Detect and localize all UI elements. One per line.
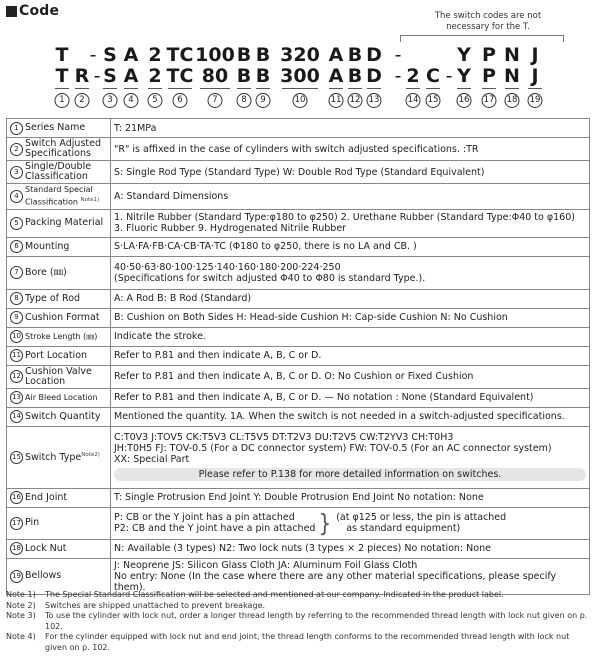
row-value: T: 21MPa	[111, 119, 590, 138]
code-line-2	[0, 65, 594, 87]
switch-code-bracket	[400, 35, 564, 42]
row-label: Single/Double Classification	[25, 161, 92, 182]
row-number: 7	[10, 266, 23, 279]
row-number: 13	[10, 391, 23, 404]
position-number: 11	[329, 93, 344, 108]
row-value: Refer to P.81 and then indicate A, B, C or D. — No notation : None (Standard Equivalent)	[111, 388, 590, 407]
code-char: Y	[457, 65, 471, 87]
position-number: 15	[426, 93, 441, 108]
note-ref: Note1)	[80, 197, 100, 203]
position-number: 19	[528, 93, 543, 108]
table-row	[7, 237, 590, 256]
table-row	[7, 327, 590, 346]
switch-info-banner: Please refer to P.138 for more detailed information on switches.	[114, 468, 586, 481]
row-number: 1	[10, 122, 23, 135]
code-char: -	[445, 65, 453, 87]
code-char: -	[93, 65, 101, 87]
code-char: D	[366, 65, 382, 87]
table-row	[7, 507, 590, 539]
code-char: T	[55, 65, 69, 87]
table-row	[7, 426, 590, 488]
code-char: TC	[166, 65, 194, 87]
switch-type-line: JH:T0H5 FJ: TOV-0.5 (For a DC connector system) FW: TOV-0.5 (For an AC connector system)	[114, 443, 552, 455]
row-label: Bore (㎜)	[25, 266, 67, 278]
code-char: B	[255, 44, 271, 66]
row-number: 16	[10, 491, 23, 504]
code-char: B	[347, 44, 363, 66]
footnote	[6, 590, 590, 601]
footnote-key: Note 2)	[6, 600, 36, 610]
code-char: 2	[148, 44, 162, 66]
table-row	[7, 488, 590, 507]
code-char: N	[504, 65, 520, 87]
pin-note: (at φ125 or less, the pin is attached	[336, 512, 507, 524]
square-bullet-icon	[6, 6, 17, 17]
row-value: A: Standard Dimensions	[111, 184, 590, 210]
footnote	[6, 601, 590, 612]
row-number: 11	[10, 349, 23, 362]
code-char: A	[328, 44, 344, 66]
table-row	[7, 256, 590, 289]
row-label: Cushion Format	[25, 311, 100, 323]
code-char: J	[531, 44, 539, 66]
row-value: 40·50·63·80·100·125·140·160·180·200·224·250	[114, 261, 341, 273]
row-label: Pin	[25, 517, 40, 529]
row-value: No entry: None (In the case where there are any other material specifications, please specify them).	[114, 570, 557, 593]
row-label: Lock Nut	[25, 542, 67, 554]
code-char: 300	[280, 65, 320, 87]
row-value: Refer to P.81 and then indicate A, B, C or D.	[111, 346, 590, 365]
position-number: 14	[406, 93, 421, 108]
table-row	[7, 407, 590, 426]
position-number: 4	[124, 93, 139, 108]
row-value: B: Cushion on Both Sides H: Head-side Cushion H: Cap-side Cushion N: No Cushion	[111, 308, 590, 327]
footnote-text: For the cylinder equipped with lock nut and end joint, the thread length conforms to the recommended thread length with lock nut given on p. 102.	[45, 632, 570, 652]
code-char: A	[123, 65, 139, 87]
footnote-text: Switches are shipped unattached to prevent breakage.	[45, 600, 265, 610]
position-number: 5	[148, 93, 163, 108]
row-label: Switch Type	[25, 451, 82, 463]
code-char: 2	[406, 65, 420, 87]
code-position-numbers	[0, 93, 594, 109]
row-number: 2	[10, 143, 23, 156]
table-row	[7, 184, 590, 210]
table-row	[7, 539, 590, 558]
code-char: B	[236, 44, 252, 66]
code-char: A	[123, 44, 139, 66]
footnote-key: Note 4)	[6, 632, 36, 641]
code-char: 2	[148, 65, 162, 87]
row-number: 6	[10, 240, 23, 253]
row-value: S·LA·FA·FB·CA·CB·TA·TC (Φ180 to φ250, there is no LA and CB. )	[111, 237, 590, 256]
table-row	[7, 388, 590, 407]
pin-option: P2: CB and the Y joint have a pin attached	[114, 523, 316, 535]
switch-type-line: C:T0V3 J:TOV5 CK:T5V3 CL:T5V5 DT:T2V3 DU:T2V5 CW:T2YV3 CH:T0H3	[114, 432, 454, 444]
table-row	[7, 289, 590, 308]
code-char: B	[236, 65, 252, 87]
row-value: J: Neoprene JS: Silicon Glass Cloth JA: Aluminum Foil Glass Cloth	[114, 559, 418, 571]
row-label: Stroke Length (㎜)	[25, 331, 98, 341]
code-char: Y	[457, 44, 471, 66]
code-char: A	[328, 65, 344, 87]
row-label: Air Bleed Location	[25, 392, 98, 402]
code-underlines	[0, 86, 594, 92]
row-number: 19	[10, 570, 23, 583]
row-value: N: Available (3 types) N2: Two lock nuts (3 types × 2 pieces) No notation: None	[111, 539, 590, 558]
footnote-key: Note 1)	[6, 590, 36, 599]
table-row	[7, 138, 590, 161]
row-label: Switch Adjusted Specifications	[25, 138, 101, 159]
position-number: 2	[75, 93, 90, 108]
table-row	[7, 308, 590, 327]
position-number: 8	[237, 93, 252, 108]
table-row	[7, 209, 590, 237]
row-number: 4	[10, 190, 23, 203]
row-label: Mounting	[25, 240, 70, 252]
code-char: 80	[201, 65, 229, 87]
footnote-text: To use the cylinder with lock nut, order a longer thread length by referring to the recommended thread length with lock nut given on p. 102.	[45, 611, 588, 631]
row-number: 17	[10, 517, 23, 530]
footnote-text: The Special Standard Classification will be selected and mentioned at our company. Indicated in the product label.	[45, 590, 504, 599]
row-value: S: Single Rod Type (Standard Type) W: Double Rod Type (Standard Equivalent)	[111, 161, 590, 184]
row-number: 3	[10, 166, 23, 179]
row-value: "R" is affixed in the case of cylinders with switch adjusted specifications. :TR	[111, 138, 590, 161]
row-number: 14	[10, 410, 23, 423]
row-number: 10	[10, 330, 23, 343]
section-title	[6, 3, 59, 19]
row-number: 12	[10, 370, 23, 383]
code-char: P	[482, 65, 496, 87]
position-number: 9	[256, 93, 271, 108]
pin-options	[114, 508, 586, 538]
position-number: 1	[55, 93, 70, 108]
row-value: (Specifications for switch adjusted Φ40 to Φ80 is standard Type.).	[114, 272, 426, 284]
code-char: J	[531, 65, 539, 87]
footnote-key: Note 3)	[6, 611, 36, 620]
brace-icon: }	[318, 508, 332, 538]
code-char: B	[255, 65, 271, 87]
table-row	[7, 161, 590, 184]
table-row	[7, 346, 590, 365]
position-number: 12	[348, 93, 363, 108]
code-char: TC	[166, 44, 194, 66]
position-number: 10	[293, 93, 308, 108]
row-label: Type of Rod	[25, 292, 81, 304]
code-char: -	[89, 44, 97, 66]
switch-code-note: The switch codes are not necessary for the T.	[434, 11, 542, 32]
position-number: 3	[103, 93, 118, 108]
row-number: 18	[10, 542, 23, 555]
row-number: 8	[10, 292, 23, 305]
row-value: 1. Nitrile Rubber (Standard Type:φ180 to φ250) 2. Urethane Rubber (Standard Type:Φ40 to φ160)	[114, 212, 575, 224]
row-label: Switch Quantity	[25, 410, 101, 422]
code-char: P	[482, 44, 496, 66]
code-char: S	[103, 44, 117, 66]
code-char: -	[394, 65, 402, 87]
code-char: 100	[195, 44, 235, 66]
row-label: End Joint	[25, 491, 68, 503]
position-number: 13	[367, 93, 382, 108]
pin-option: P: CB or the Y joint has a pin attached	[114, 512, 295, 524]
code-char: 320	[280, 44, 320, 66]
position-number: 6	[173, 93, 188, 108]
position-number: 16	[457, 93, 472, 108]
row-label: Series Name	[25, 122, 86, 133]
footnote	[6, 611, 590, 632]
footnotes	[6, 590, 590, 653]
row-label: Packing Material	[25, 217, 104, 229]
code-char: S	[103, 65, 117, 87]
table-row	[7, 558, 590, 594]
row-label: Port Location	[25, 349, 88, 361]
switch-type-line: XX: Special Part	[114, 454, 190, 466]
row-number: 5	[10, 217, 23, 230]
code-char: B	[347, 65, 363, 87]
code-char: N	[504, 44, 520, 66]
code-char: C	[426, 65, 440, 87]
row-number: 9	[10, 311, 23, 324]
row-value: Indicate the stroke.	[111, 327, 590, 346]
row-label: Bellows	[25, 570, 62, 582]
row-label: Standard Special Classification	[25, 185, 93, 207]
row-value: T: Single Protrusion End Joint Y: Double Protrusion End Joint No notation: None	[111, 488, 590, 507]
code-spec-table	[6, 118, 590, 595]
code-char: D	[366, 44, 382, 66]
note-ref: Note2)	[81, 452, 100, 459]
code-char: -	[394, 44, 402, 66]
footnote	[6, 632, 590, 653]
code-char: T	[55, 44, 69, 66]
row-label: Cushion Valve Location	[25, 365, 92, 387]
position-number: 17	[482, 93, 497, 108]
row-value: Refer to P.81 and then indicate A, B, C or D. O: No Cushion or Fixed Cushion	[111, 365, 590, 388]
position-number: 18	[505, 93, 520, 108]
row-value: Mentioned the quantity. 1A. When the switch is not needed in a switch-adjusted specifications.	[111, 407, 590, 426]
row-number: 15	[10, 451, 23, 464]
position-number: 7	[208, 93, 223, 108]
pin-note: as standard equipment)	[346, 523, 461, 535]
title-text: Code	[19, 3, 60, 19]
table-row	[7, 365, 590, 388]
table-row	[7, 119, 590, 138]
row-value: A: A Rod B: B Rod (Standard)	[111, 289, 590, 308]
code-char: R	[74, 65, 90, 87]
code-line-1	[0, 44, 594, 66]
row-value: 3. Fluoric Rubber 9. Hydrogenated Nitrile Rubber	[114, 223, 347, 235]
